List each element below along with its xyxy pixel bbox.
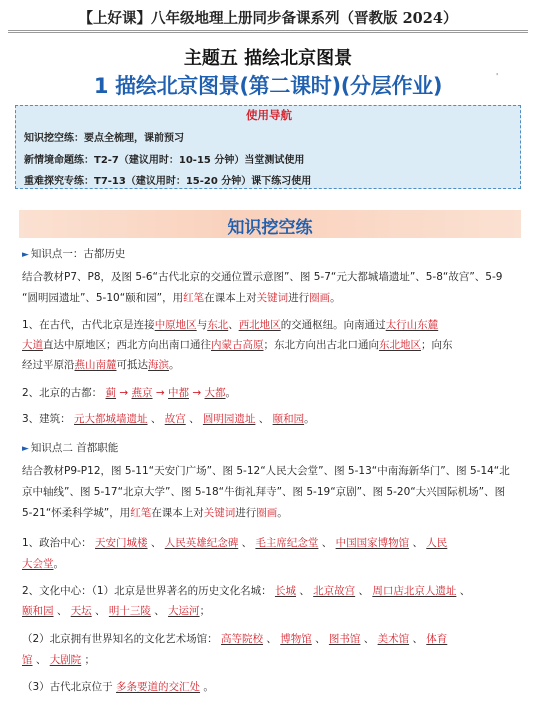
text: 、: [241, 537, 253, 549]
answer-blank: 北京故宫: [313, 585, 356, 597]
red-keyword: 圈画: [256, 507, 278, 519]
text: ；东北方向出古北口通向: [263, 339, 379, 351]
arrow: →: [192, 387, 202, 399]
corner-mark: ': [496, 72, 499, 81]
section-band: [19, 210, 521, 238]
text: 在课本上对: [204, 292, 257, 304]
text: 3、建筑：: [22, 413, 71, 425]
text: 、: [412, 537, 423, 549]
knowledge-point-1-heading: [22, 246, 125, 261]
text: 2、北京的古都：: [22, 387, 103, 399]
kp1-intro-line-1: 结合教材P7、P8，及图 5-6“古代北京的交通位置示意图”、图 5-7“元大都城墙遗址”、5-8“故宫”、5-9: [22, 271, 503, 283]
answer-blank: 人民英雄纪念碑: [164, 537, 239, 549]
kp1-q3: [22, 412, 315, 426]
guide-line-2: 新情境命题练：T2-7（建议用时：10-15 分钟）当堂测试使用: [24, 155, 305, 166]
text: 的交通枢纽。向南通过: [280, 319, 386, 331]
answer-blank: 明十三陵: [108, 605, 151, 617]
knowledge-point-1-label: 知识点一：古都历史: [30, 248, 126, 260]
text: 、: [228, 319, 239, 331]
text: 进行: [235, 507, 257, 519]
kp2-intro-line-3: [22, 506, 288, 520]
text: 、: [358, 585, 369, 597]
triangle-bullet-icon: ►: [22, 250, 29, 260]
answer-blank: 大都: [204, 387, 226, 399]
answer-blank: 中原地区: [154, 319, 197, 331]
answer-blank: 图书馆: [328, 633, 361, 645]
arrow: →: [155, 387, 165, 399]
text: 与: [196, 319, 208, 331]
answer-blank: 体育: [426, 633, 448, 645]
kp2-q3-line-1: [22, 632, 447, 646]
triangle-bullet-icon: ►: [22, 444, 29, 454]
text: 、: [266, 633, 277, 645]
answer-blank: 天坛: [70, 605, 92, 617]
usage-guide-title: 使用导航: [246, 108, 292, 122]
text: 1、政治中心：: [22, 537, 92, 549]
text: 。: [304, 413, 315, 425]
kp2-q2-line-1: [22, 584, 470, 598]
text: 5-21“怀柔科学城”，用: [22, 507, 131, 519]
answer-blank: 蓟: [105, 387, 117, 399]
answer-blank: 博物馆: [280, 633, 312, 645]
text: （2）北京拥有世界知名的文化艺术场馆：: [22, 633, 218, 645]
text: 。: [277, 507, 288, 519]
answer-blank: 中国国家博物馆: [335, 537, 410, 549]
text: ；向东: [421, 339, 453, 351]
red-keyword: 红笔: [130, 507, 152, 519]
red-keyword: 关键词: [203, 507, 236, 519]
guide-line-3: 重难探究专练：T7-13（建议用时：15-20 分钟）课下练习使用: [24, 176, 312, 187]
text: 、: [412, 633, 423, 645]
text: 经过平原沿: [22, 359, 75, 371]
text: 、: [315, 633, 326, 645]
red-keyword: 关键词: [256, 292, 289, 304]
text: 。: [225, 387, 237, 399]
answer-blank: 海滨: [148, 359, 169, 371]
text: ；: [84, 654, 96, 666]
answer-blank: 故宫: [164, 413, 186, 425]
text: 。: [203, 681, 214, 693]
knowledge-point-2-label: 知识点二 首都职能: [30, 442, 119, 454]
text: 可抵达: [116, 359, 148, 371]
arrow: →: [119, 387, 129, 399]
section-title: 知识挖空练: [227, 218, 313, 238]
kp2-q4: [22, 680, 214, 694]
answer-blank: 美术馆: [377, 633, 410, 645]
topic-title: 主题五 描绘北京图景: [183, 48, 353, 69]
answer-blank: 馆: [22, 654, 33, 666]
answer-blank: 燕京: [131, 387, 153, 399]
answer-blank: 大运河: [168, 605, 200, 617]
answer-blank: 东北: [207, 319, 229, 331]
kp2-q1-line-1: [22, 536, 447, 550]
text: 、: [35, 654, 47, 666]
text: 、: [459, 585, 471, 597]
text: “圆明园遗址”、5-10“颐和园”，用: [22, 292, 184, 304]
text: 、: [363, 633, 375, 645]
answer-blank: 西北地区: [238, 319, 281, 331]
text: 、: [189, 413, 200, 425]
text: 2、文化中心：（1）北京是世界著名的历史文化名城：: [22, 585, 272, 597]
kp1-q1-line-2: [22, 338, 453, 352]
answer-blank: 毛主席纪念堂: [255, 537, 319, 549]
answer-blank: 圆明园遗址: [202, 413, 256, 425]
text: 。: [330, 292, 341, 304]
text: 在课本上对: [151, 507, 204, 519]
text: 1、在古代，古代北京是连接: [22, 319, 155, 331]
text: 、: [258, 413, 270, 425]
text: 、: [299, 585, 310, 597]
kp2-q1-line-2: [22, 557, 64, 571]
red-keyword: 圈画: [309, 292, 331, 304]
kp2-q3-line-2: [22, 653, 95, 667]
answer-blank: 颐和园: [272, 413, 305, 425]
answer-blank: 燕山南麓: [74, 359, 117, 371]
answer-blank: 多条要道的交汇处: [116, 681, 201, 693]
kp1-intro-line-2: [22, 291, 341, 305]
knowledge-point-2-heading: [22, 440, 118, 455]
text: 。: [169, 359, 180, 371]
answer-blank: 东北地区: [379, 339, 421, 351]
kp2-intro-line-1: 结合教材P9-P12，图 5-11“天安门广场”、图 5-12“人民大会堂”、图 5-13“中南海新华门”、图 5-14“北: [22, 465, 510, 477]
answer-blank: 内蒙古高原: [211, 339, 264, 351]
answer-blank: 人民: [426, 537, 448, 549]
text: 直达中原地区；西北方向出南口通往: [43, 339, 211, 351]
text: 、: [95, 605, 106, 617]
kp1-q1-line-3: [22, 358, 180, 372]
series-header: 【上好课】八年级地理上册同步备课系列（晋教版 2024）: [78, 10, 458, 27]
answer-blank: 高等院校: [221, 633, 264, 645]
text: ；: [199, 605, 211, 617]
answer-blank: 大道: [22, 339, 43, 351]
header-rule: [8, 30, 528, 31]
page-title: 1 描绘北京图景(第二课时)(分层作业): [93, 74, 443, 98]
answer-blank: 中都: [168, 387, 190, 399]
text: 、: [56, 605, 68, 617]
guide-line-1: 知识挖空练：要点全梳理，课前预习: [24, 133, 184, 144]
text: 。: [53, 558, 64, 570]
text: 、: [150, 537, 162, 549]
kp1-q2: [22, 386, 236, 400]
text: 、: [321, 537, 333, 549]
answer-blank: 长城: [274, 585, 296, 597]
answer-blank: 大剧院: [49, 654, 82, 666]
answer-blank: 周口店北京人遗址: [372, 585, 457, 597]
answer-blank: 大会堂: [22, 558, 54, 570]
usage-guide-box: [15, 105, 521, 189]
answer-blank: 太行山东麓: [385, 319, 439, 331]
text: 、: [150, 413, 162, 425]
kp2-intro-line-2: 京中轴线”、图 5-17“北京大学”、图 5-18“牛街礼拜寺”、图 5-19“京剧”、图 5-20“大兴国际机场”、图: [22, 486, 506, 498]
answer-blank: 颐和园: [22, 605, 54, 617]
text: 、: [154, 605, 165, 617]
answer-blank: 天安门城楼: [95, 537, 148, 549]
kp1-q1-line-1: [22, 318, 438, 332]
answer-blank: 元大都城墙遗址: [74, 413, 148, 425]
text: 进行: [288, 292, 310, 304]
header-rule-2: [8, 32, 528, 33]
kp2-q2-line-2: [22, 604, 210, 618]
red-keyword: 红笔: [183, 292, 205, 304]
text: （3）古代北京位于: [22, 681, 113, 693]
